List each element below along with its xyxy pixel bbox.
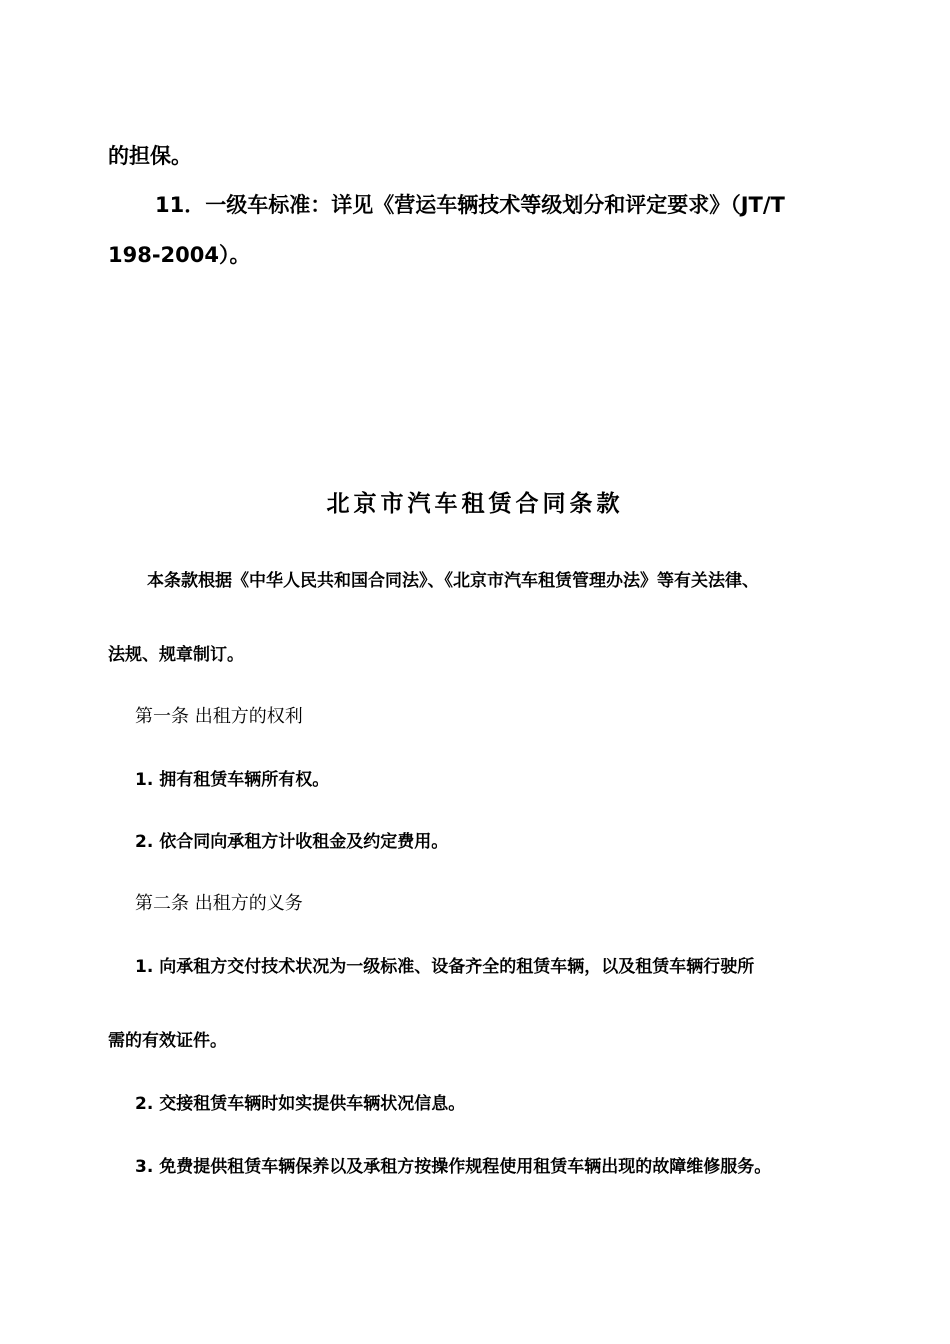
item-11-line-1: 11．一级车标准：详见《营运车辆技术等级划分和评定要求》（JT/T <box>155 193 785 217</box>
intro-line-2: 法规、规章制订。 <box>108 645 244 665</box>
item-11-line-2: 198-2004）。 <box>108 243 251 267</box>
article-2-item-3: 3. 免费提供租赁车辆保养以及承租方按操作规程使用租赁车辆出现的故障维修服务。 <box>135 1157 772 1177</box>
continued-text-guarantee: 的担保。 <box>108 144 192 168</box>
article-1-item-1: 1. 拥有租赁车辆所有权。 <box>135 770 330 790</box>
article-2-item-1-line-1: 1. 向承租方交付技术状况为一级标准、设备齐全的租赁车辆，以及租赁车辆行驶所 <box>135 957 755 977</box>
article-2-item-2: 2. 交接租赁车辆时如实提供车辆状况信息。 <box>135 1094 466 1114</box>
article-1-heading: 第一条 出租方的权利 <box>135 706 303 727</box>
article-2-item-1-line-2: 需的有效证件。 <box>108 1031 227 1051</box>
intro-line-1: 本条款根据《中华人民共和国合同法》、《北京市汽车租赁管理办法》等有关法律、 <box>147 571 759 591</box>
article-2-heading: 第二条 出租方的义务 <box>135 893 303 914</box>
article-1-item-2: 2. 依合同向承租方计收租金及约定费用。 <box>135 832 449 852</box>
contract-title: 北京市汽车租赁合同条款 <box>326 491 624 517</box>
